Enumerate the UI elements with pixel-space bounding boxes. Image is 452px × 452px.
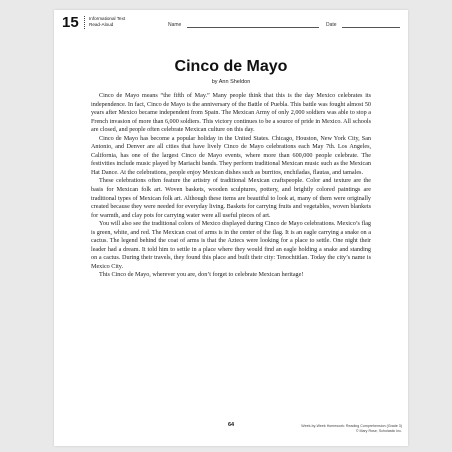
name-line bbox=[187, 27, 319, 28]
worksheet-header bbox=[62, 15, 400, 33]
article-paragraph: This Cinco de Mayo, wherever you are, don’t forget to celebrate Mexican heritage! bbox=[99, 272, 304, 279]
date-line bbox=[342, 27, 400, 28]
article-paragraph: Cinco de Mayo has become a popular holiday in the United States. Chicago, Houston, New York City, San Antonio, and Denver are all cities that have lively Cinco de Mayo celebrations each May 7th. Los Angeles, California, has one of the largest Cinco de Mayo events, where more than 600,000 people celebrate. The festivities include music played by Mariachi bands. They perform traditional Mexican music such as the Mexican Hat Dance. At the celebrations, people enjoy Mexican dishes such as burritos, enchiladas, flautas, and tamales. bbox=[91, 135, 371, 176]
article-title: Cinco de Mayo bbox=[174, 58, 288, 75]
worksheet-page bbox=[54, 10, 408, 446]
unit-number: 15 bbox=[62, 14, 79, 31]
unit-type bbox=[89, 16, 125, 28]
name-label: Name bbox=[168, 22, 182, 28]
article-paragraph: These celebrations often feature the artistry of traditional Mexican craftspeople. Color and texture are the basis for Mexican folk art. Woven baskets, wooden sculptures, pottery, and brightly colored paintings are traditional types of Mexican folk art. Although these items are beautiful to look at, many of them were originally created because they were needed for everyday living. Baskets for carrying fruits and vegetables, woven blankets for warmth, and clay pots for carrying water were all useful pieces of art. bbox=[91, 178, 371, 219]
date-label: Date bbox=[326, 22, 337, 28]
page-number: 64 bbox=[227, 422, 235, 428]
credit-line: © Mary Rose, Scholastic Inc. bbox=[355, 428, 402, 433]
credit-line: Week-by-Week Homework: Reading Comprehension (Grade 3) bbox=[301, 424, 402, 428]
article-paragraph: Cinco de Mayo means “the fifth of May.” Many people think that this is the day Mexico celebrates its independence. In fact, Cinco de Mayo is the anniversary of the Battle of Puebla. This battle was fought almost 50 years after Mexico became independent from Spain. The Mexican Army of only 2,000 soldiers was able to stop a French invasion of more than 6,000 soldiers. This victory continues to be a source of pride in Mexico. All schools are closed, and people often celebrate Mexican culture on this day. bbox=[91, 93, 371, 134]
article-byline: by Ann Sheldon bbox=[211, 79, 251, 85]
copyright-credit bbox=[301, 424, 402, 433]
unit-divider bbox=[84, 16, 85, 29]
unit-type-line: Read-Aloud bbox=[89, 22, 114, 27]
unit-type-line: Informational Text bbox=[89, 16, 126, 21]
article-body bbox=[91, 92, 371, 280]
article-paragraph: You will also see the traditional colors of Mexico displayed during Cinco de Mayo celebrations. Mexico’s flag is green, white, and red. The Mexican coat of arms is in the center of the flag. It is an eagle carrying a snake on a cactus. The legend behind the coat of arms is that the Aztecs were looking for a place to settle. One night their leader had a dream. It told him to settle in a place where they would find an eagle holding a snake and standing on a cactus. During their travels, they found this place and built their city: Tenochtitlan. Today the city’s name is Mexico City. bbox=[91, 221, 371, 270]
